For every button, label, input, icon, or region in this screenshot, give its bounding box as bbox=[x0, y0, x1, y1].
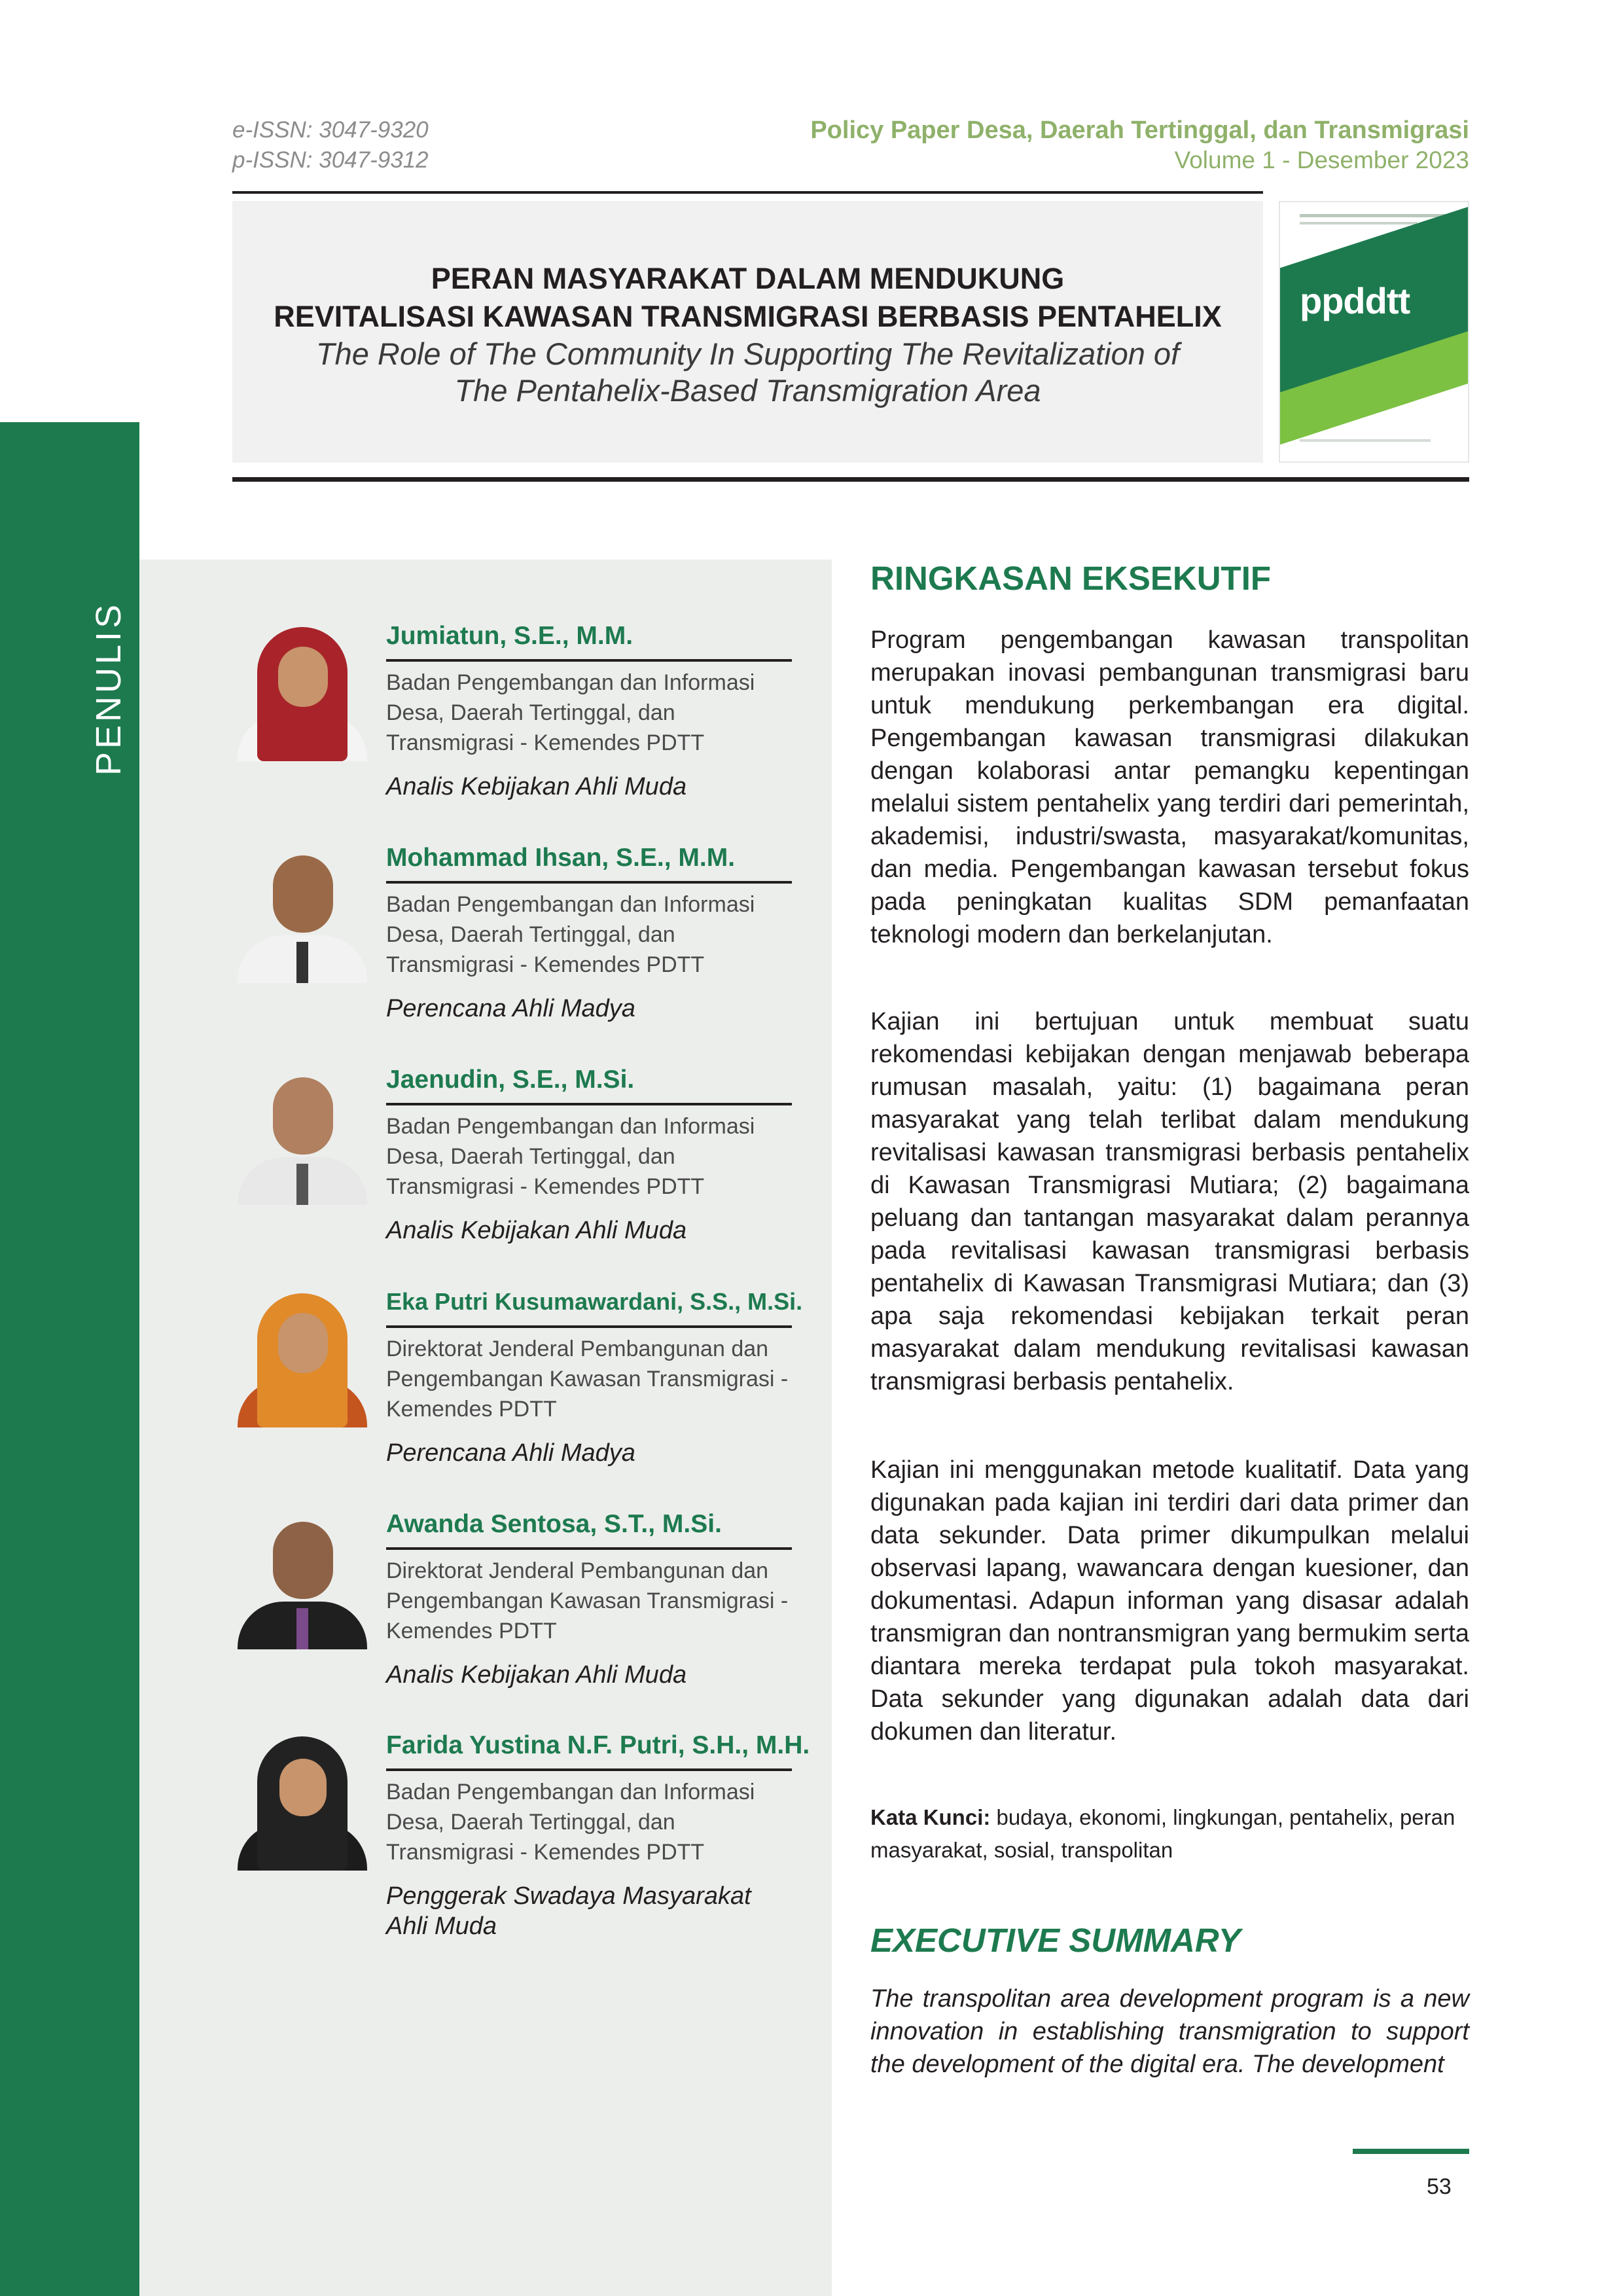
keywords bbox=[870, 1801, 1469, 1867]
title-id-line1: PERAN MASYARAKAT DALAM MENDUKUNG bbox=[431, 262, 1065, 295]
author-institution: Badan Pengembangan dan Informasi Desa, Daerah Tertinggal, dan Transmigrasi - Kemendes PDTT bbox=[386, 670, 755, 755]
title-rule bbox=[232, 477, 1469, 482]
author-photo bbox=[232, 1288, 372, 1427]
keywords-label: Kata Kunci: bbox=[870, 1805, 991, 1829]
executive-summary-heading: EXECUTIVE SUMMARY bbox=[870, 1922, 1241, 1959]
author-name: Eka Putri Kusumawardani, S.S., M.Si. bbox=[386, 1288, 803, 1315]
author-photo bbox=[232, 622, 372, 761]
ringkasan-paragraph: Program pengembangan kawasan transpolitan merupakan inovasi pembangunan transmigrasi baru untuk mendukung perkembangan era digital. Pengembangan kawasan transmigrasi dilakukan dengan kolaborasi antar pemangku kepentingan melalui sistem pentahelix yang terdiri dari pemerintah, akademisi, industri/swasta, masyarakat/komunitas, dan media. Pengembangan kawasan tersebut fokus pada peningkatan kualitas SDM pemanfaatan teknologi modern dan berkelanjutan. bbox=[870, 626, 1469, 948]
sidebar-label: PENULIS bbox=[89, 601, 128, 776]
eissn: e-ISSN: 3047-9320 bbox=[232, 117, 429, 143]
author-role: Penggerak Swadaya Masyarakat Ahli Muda bbox=[386, 1882, 751, 1940]
keywords-text: budaya, ekonomi, lingkungan, pentahelix, peran masyarakat, sosial, transpolitan bbox=[870, 1805, 1455, 1862]
header-rule bbox=[232, 191, 1263, 194]
author-photo bbox=[232, 1731, 372, 1871]
author-institution: Badan Pengembangan dan Informasi Desa, Daerah Tertinggal, dan Transmigrasi - Kemendes PDTT bbox=[386, 1780, 755, 1865]
page-number-bar bbox=[1353, 2149, 1469, 2154]
ringkasan-paragraph: Kajian ini menggunakan metode kualitatif. Data yang digunakan pada kajian ini terdiri dari data primer dan data sekunder. Data primer dikumpulkan melalui observasi lapang, wawancara dengan kuesioner, dan dokumentasi. Adapun informan yang disasar adalah transmigran dan nontransmigran yang bermukim serta diantara mereka terdapat pula tokoh masyarakat. Data sekunder yang digunakan adalah data dari dokumen dan literatur. bbox=[870, 1456, 1469, 1746]
page-number: 53 bbox=[1427, 2174, 1452, 2199]
journal-title: Policy Paper Desa, Daerah Tertinggal, dan Transmigrasi bbox=[810, 117, 1469, 144]
author-institution: Direktorat Jenderal Pembangunan dan Pengembangan Kawasan Transmigrasi - Kemendes PDTT bbox=[386, 1336, 789, 1422]
author-photo bbox=[232, 1066, 372, 1205]
author-role: Analis Kebijakan Ahli Muda bbox=[386, 1217, 687, 1244]
ringkasan-heading: RINGKASAN EKSEKUTIF bbox=[870, 560, 1272, 597]
author-institution: Badan Pengembangan dan Informasi Desa, Daerah Tertinggal, dan Transmigrasi - Kemendes PDTT bbox=[386, 1114, 755, 1199]
issn-block bbox=[232, 115, 429, 175]
executive-summary-paragraph: The transpolitan area development program is a new innovation in establishing transmigration to support the development of the digital era. The development bbox=[870, 1985, 1469, 2078]
author-photo bbox=[232, 1510, 372, 1649]
author-name: Farida Yustina N.F. Putri, S.H., M.H. bbox=[386, 1731, 810, 1759]
journal-volume: Volume 1 - Desember 2023 bbox=[1174, 147, 1469, 173]
author-photo bbox=[232, 844, 372, 983]
cover-logo: ppddtt bbox=[1300, 280, 1410, 321]
journal-block bbox=[810, 115, 1469, 175]
author-name: Jumiatun, S.E., M.M. bbox=[386, 622, 633, 650]
author-name: Mohammad Ihsan, S.E., M.M. bbox=[386, 844, 736, 872]
title-en-line2: The Pentahelix-Based Transmigration Area bbox=[454, 373, 1041, 408]
author-role: Analis Kebijakan Ahli Muda bbox=[386, 773, 687, 800]
author-name: Awanda Sentosa, S.T., M.Si. bbox=[386, 1510, 722, 1538]
authors-panel bbox=[139, 560, 832, 2296]
cover-thumbnail bbox=[1279, 201, 1469, 463]
title-en-line1: The Role of The Community In Supporting The Revitalization of bbox=[315, 336, 1180, 371]
author-role: Perencana Ahli Madya bbox=[386, 1439, 635, 1467]
author-role: Analis Kebijakan Ahli Muda bbox=[386, 1661, 687, 1689]
ringkasan-paragraph: Kajian ini bertujuan untuk membuat suatu rekomendasi kebijakan dengan menjawab beberapa rumusan masalah, yaitu: (1) bagaimana peran masyarakat yang telah terlibat dalam mendukung revitalisasi kawasan transmigrasi berbasis pentahelix di Kawasan Transmigrasi Mutiara; (2) bagaimana peluang dan tantangan masyarakat dalam perannya pada revitalisasi kawasan transmigrasi berbasis pentahelix di Kawasan Transmigrasi Mutiara; dan (3) apa saja rekomendasi kebijakan terkait peran masyarakat dalam mendukung revitalisasi kawasan transmigrasi berbasis pentahelix. bbox=[870, 1008, 1469, 1395]
author-name: Jaenudin, S.E., M.Si. bbox=[386, 1066, 635, 1094]
title-id-line2: REVITALISASI KAWASAN TRANSMIGRASI BERBASIS PENTAHELIX bbox=[274, 300, 1222, 333]
author-role: Perencana Ahli Madya bbox=[386, 995, 635, 1022]
title-box bbox=[232, 201, 1263, 463]
pissn: p-ISSN: 3047-9312 bbox=[232, 147, 429, 173]
author-institution: Badan Pengembangan dan Informasi Desa, Daerah Tertinggal, dan Transmigrasi - Kemendes PDTT bbox=[386, 892, 755, 977]
author-institution: Direktorat Jenderal Pembangunan dan Pengembangan Kawasan Transmigrasi - Kemendes PDTT bbox=[386, 1558, 789, 1643]
